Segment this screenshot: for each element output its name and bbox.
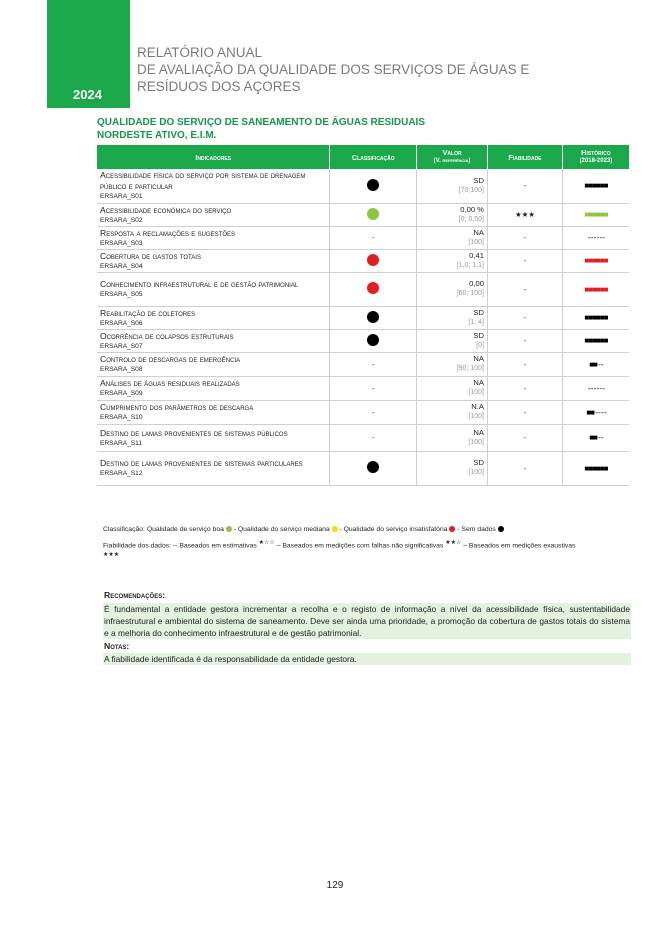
indicator-cell xyxy=(97,203,330,226)
table-row xyxy=(97,352,629,376)
indicator-cell xyxy=(97,400,330,424)
indicator-value: SD xyxy=(473,175,484,185)
value-cell xyxy=(417,424,488,451)
value-cell xyxy=(417,169,488,203)
header-reliability: Fiabilidade xyxy=(487,145,562,169)
reference-value: [100] xyxy=(468,238,484,246)
indicator-cell xyxy=(97,272,330,306)
reference-value: ]90; 100] xyxy=(456,365,484,372)
history-squares-icon: - - - - - - xyxy=(587,233,604,242)
indicator-code: ERSARA_S05 xyxy=(100,291,143,298)
reliability-cell: - xyxy=(487,169,562,203)
header-value-label: Valor xyxy=(442,148,462,157)
header-history-sub: (2018-2023) xyxy=(579,158,613,164)
reference-value: [1,0; 1,1] xyxy=(456,261,484,269)
history-cell xyxy=(562,226,629,249)
legend xyxy=(103,524,633,559)
indicator-cell xyxy=(97,226,330,249)
history-squares-icon: ■■ - - xyxy=(589,359,603,369)
indicator-cell xyxy=(97,306,330,329)
table-row xyxy=(97,451,629,485)
legend-good: Classificação: Qualidade de serviço boa xyxy=(103,526,224,533)
history-squares-icon: ■■ - - - - xyxy=(586,407,606,417)
legend-rel1-stars-icon: ★☆☆ xyxy=(258,540,275,546)
indicator-value: 0,41 xyxy=(469,250,484,260)
classification-dot-icon xyxy=(367,334,379,346)
header-value-sub: (V. referência) xyxy=(433,158,471,164)
reliability-legend xyxy=(103,538,633,559)
classification-dot-icon xyxy=(367,282,379,294)
legend-median-dot xyxy=(332,526,338,532)
indicator-code: ERSARA_S08 xyxy=(100,366,143,373)
table-row xyxy=(97,376,629,400)
indicator-name: Destino de lamas provenientes de sistemas particulares xyxy=(100,458,303,468)
indicators-table xyxy=(97,145,629,486)
history-squares-icon: ■■■■■■ xyxy=(584,463,608,473)
indicator-code: ERSARA_S11 xyxy=(100,439,143,447)
history-cell xyxy=(562,400,629,424)
classification-dot-icon xyxy=(367,311,379,323)
table-row xyxy=(97,424,629,451)
indicator-name: Cumprimento dos parâmetros de descarga xyxy=(100,402,254,412)
legend-rel-measurements-full: – Baseados em medições exaustivas xyxy=(463,542,576,550)
classification-dash: - xyxy=(372,359,375,369)
classification-dash: - xyxy=(372,383,375,393)
indicator-cell xyxy=(97,329,330,352)
classification-cell xyxy=(330,249,417,272)
history-cell xyxy=(562,249,629,272)
history-cell xyxy=(562,329,629,352)
report-title-line-2: DE AVALIAÇÃO DA QUALIDADE DOS SERVIÇOS DE ÁGUAS E xyxy=(137,62,530,77)
year-block xyxy=(47,0,130,108)
legend-insufficient: - Qualidade do serviço insatisfatória xyxy=(339,526,448,533)
classification-dot-icon xyxy=(367,179,379,191)
table-header-row xyxy=(97,145,629,169)
value-cell xyxy=(417,451,488,485)
indicator-value: NA xyxy=(473,227,484,237)
legend-median: - Qualidade do serviço mediana xyxy=(233,526,330,533)
indicator-value: NA xyxy=(473,427,484,437)
classification-cell xyxy=(330,203,417,226)
indicator-code: ERSARA_S04 xyxy=(100,262,143,270)
value-cell xyxy=(417,352,488,376)
indicator-cell xyxy=(97,169,330,203)
reference-value: [70;100] xyxy=(458,186,484,194)
value-cell xyxy=(417,329,488,352)
reliability-cell: - xyxy=(487,329,562,352)
table-row xyxy=(97,203,629,226)
value-cell xyxy=(417,226,488,249)
table-row xyxy=(97,306,629,329)
table-row xyxy=(97,329,629,352)
legend-rel2-stars-icon: ★★☆ xyxy=(445,540,462,546)
report-title xyxy=(137,44,529,95)
classification-cell xyxy=(330,376,417,400)
classification-dash: - xyxy=(372,407,375,417)
classification-cell xyxy=(330,329,417,352)
reliability-cell: - xyxy=(487,451,562,485)
legend-insufficient-dot xyxy=(449,526,455,532)
header-history-label: Histórico xyxy=(581,148,611,157)
indicator-name: Acessibilidade física do serviço por sistema de drenagem público e particular xyxy=(100,170,306,192)
reference-value: [100] xyxy=(468,413,484,420)
header-value xyxy=(417,145,488,169)
classification-dash: - xyxy=(372,233,375,242)
history-squares-icon: ■■■■■■ xyxy=(584,284,608,294)
indicator-name: Cobertura de gastos totais xyxy=(100,250,201,261)
reliability-cell: - xyxy=(487,272,562,306)
history-squares-icon: ■■■■■■ xyxy=(584,210,608,219)
indicator-code: ERSARA_S06 xyxy=(100,319,143,327)
value-cell xyxy=(417,249,488,272)
history-squares-icon: ■■■■■■ xyxy=(584,256,608,265)
classification-cell xyxy=(330,306,417,329)
page-number: 129 xyxy=(326,880,344,891)
notes-text: A fiabilidade identificada é da responsabilidade da entidade gestora. xyxy=(103,653,631,665)
indicator-value: 0,00 xyxy=(469,279,484,288)
entity-name: NORDESTE ATIVO, E.I.M. xyxy=(97,130,217,141)
indicator-value: SD xyxy=(473,330,484,340)
section-heading xyxy=(97,116,425,142)
indicator-value: SD xyxy=(473,458,484,467)
indicator-name: Controlo de descargas de emergência xyxy=(100,354,241,364)
section-title: QUALIDADE DO SERVIÇO DE SANEAMENTO DE ÁGUAS RESIDUAIS xyxy=(97,117,426,128)
legend-good-dot xyxy=(226,526,232,532)
classification-dot-icon xyxy=(367,208,379,220)
classification-legend xyxy=(103,524,633,535)
indicator-name: Conhecimento infraestrutural e de gestão patrimonial xyxy=(100,279,299,289)
indicator-code: ERSARA_S01 xyxy=(100,193,143,201)
indicator-code: ERSARA_S02 xyxy=(100,216,143,224)
recommendations-title: Recomendações: xyxy=(104,590,166,600)
legend-no-data-dot xyxy=(498,526,504,532)
indicator-name: Acessibilidade económica do serviço xyxy=(100,204,232,215)
reference-value: ]60; 100] xyxy=(456,290,484,297)
indicator-cell xyxy=(97,249,330,272)
indicator-code: ERSARA_S03 xyxy=(100,239,143,247)
indicator-code: ERSARA_S09 xyxy=(100,390,143,397)
indicator-cell xyxy=(97,451,330,485)
indicator-code: ERSARA_S07 xyxy=(100,342,143,350)
recommendations-text: É fundamental a entidade gestora incrementar a recolha e o registo de informação a nível da acessibilidade física, sustentabilidade infraestrutural e ambiental do sistema de saneamento. Deve ser ainda uma prioridade, a promoção da cobertura de gastos totais do sistema e a melhoria do conhecimento infraestrutural e de gestão patrimonial. xyxy=(104,604,630,638)
indicator-name: Ocorrência de colapsos estruturais xyxy=(100,330,234,341)
reliability-cell: - xyxy=(487,424,562,451)
history-cell xyxy=(562,376,629,400)
value-cell xyxy=(417,272,488,306)
indicator-value: SD xyxy=(473,307,484,317)
header-classification: Classificação xyxy=(330,145,417,169)
classification-dash: - xyxy=(372,433,375,442)
reference-value: [100] xyxy=(468,438,484,446)
indicator-cell xyxy=(97,352,330,376)
reference-value: [100] xyxy=(468,469,484,476)
classification-cell xyxy=(330,352,417,376)
table-row xyxy=(97,272,629,306)
value-cell xyxy=(417,400,488,424)
history-cell xyxy=(562,169,629,203)
value-cell xyxy=(417,203,488,226)
reference-value: [1; 4] xyxy=(468,318,484,326)
reliability-cell: - xyxy=(487,352,562,376)
notes-title: Notas: xyxy=(104,641,130,651)
history-cell xyxy=(562,424,629,451)
reference-value: [0; 0,50] xyxy=(458,215,484,223)
value-cell xyxy=(417,306,488,329)
classification-cell xyxy=(330,451,417,485)
history-cell xyxy=(562,352,629,376)
value-cell xyxy=(417,376,488,400)
history-squares-icon: ■■ - - xyxy=(589,433,603,442)
table-row xyxy=(97,169,629,203)
classification-dot-icon xyxy=(367,461,379,473)
legend-no-data: - Sem dados xyxy=(457,526,496,533)
report-title-line-3: RESÍDUOS DOS AÇORES xyxy=(137,79,301,94)
reliability-cell: - xyxy=(487,226,562,249)
history-squares-icon: - - - - - - xyxy=(587,383,604,393)
classification-cell xyxy=(330,400,417,424)
classification-cell xyxy=(330,226,417,249)
history-squares-icon: ■■■■■■ xyxy=(584,313,608,322)
history-cell xyxy=(562,306,629,329)
indicator-cell xyxy=(97,376,330,400)
history-cell xyxy=(562,451,629,485)
table-row xyxy=(97,226,629,249)
indicator-value: 0,00 % xyxy=(460,204,484,214)
indicator-value: NA xyxy=(473,378,484,387)
classification-cell xyxy=(330,424,417,451)
indicator-name: Reabilitação de coletores xyxy=(100,307,196,318)
history-squares-icon: ■■■■■■ xyxy=(584,181,608,191)
reference-value: [100] xyxy=(468,389,484,396)
indicator-code: ERSARA_S10 xyxy=(100,414,143,421)
reliability-cell: - xyxy=(487,306,562,329)
legend-rel3-stars-icon: ★★★ xyxy=(103,552,120,559)
table-row xyxy=(97,249,629,272)
indicator-name: Resposta a reclamações e sugestões xyxy=(100,227,236,238)
report-title-line-1: RELATÓRIO ANUAL xyxy=(137,45,263,60)
classification-dot-icon xyxy=(367,254,379,266)
report-year: 2024 xyxy=(73,87,102,102)
classification-cell xyxy=(330,272,417,306)
indicator-value: NA xyxy=(473,354,484,363)
indicator-code: ERSARA_S12 xyxy=(100,470,143,477)
history-cell xyxy=(562,272,629,306)
reference-value: [0] xyxy=(476,341,484,349)
history-squares-icon: ■■■■■■ xyxy=(584,336,608,345)
indicator-cell xyxy=(97,424,330,451)
reliability-cell: - xyxy=(487,376,562,400)
indicator-name: Destino de lamas provenientes de sistemas públicos xyxy=(100,427,288,438)
legend-rel-measurements-partial: – Baseados em medições com falhas não significativas xyxy=(276,542,444,550)
indicator-name: Análises de águas residuais realizadas xyxy=(100,378,240,388)
history-cell xyxy=(562,203,629,226)
indicator-value: N.A xyxy=(471,402,484,411)
reliability-cell: ★★★ xyxy=(487,203,562,226)
header-history xyxy=(562,145,629,169)
reliability-cell: - xyxy=(487,400,562,424)
reliability-cell: - xyxy=(487,249,562,272)
legend-rel-estimates: Fiabilidade dos dados: -- Baseados em estimativas xyxy=(103,542,257,550)
classification-cell xyxy=(330,169,417,203)
table-row xyxy=(97,400,629,424)
header-indicators: Indicadores xyxy=(97,145,330,169)
